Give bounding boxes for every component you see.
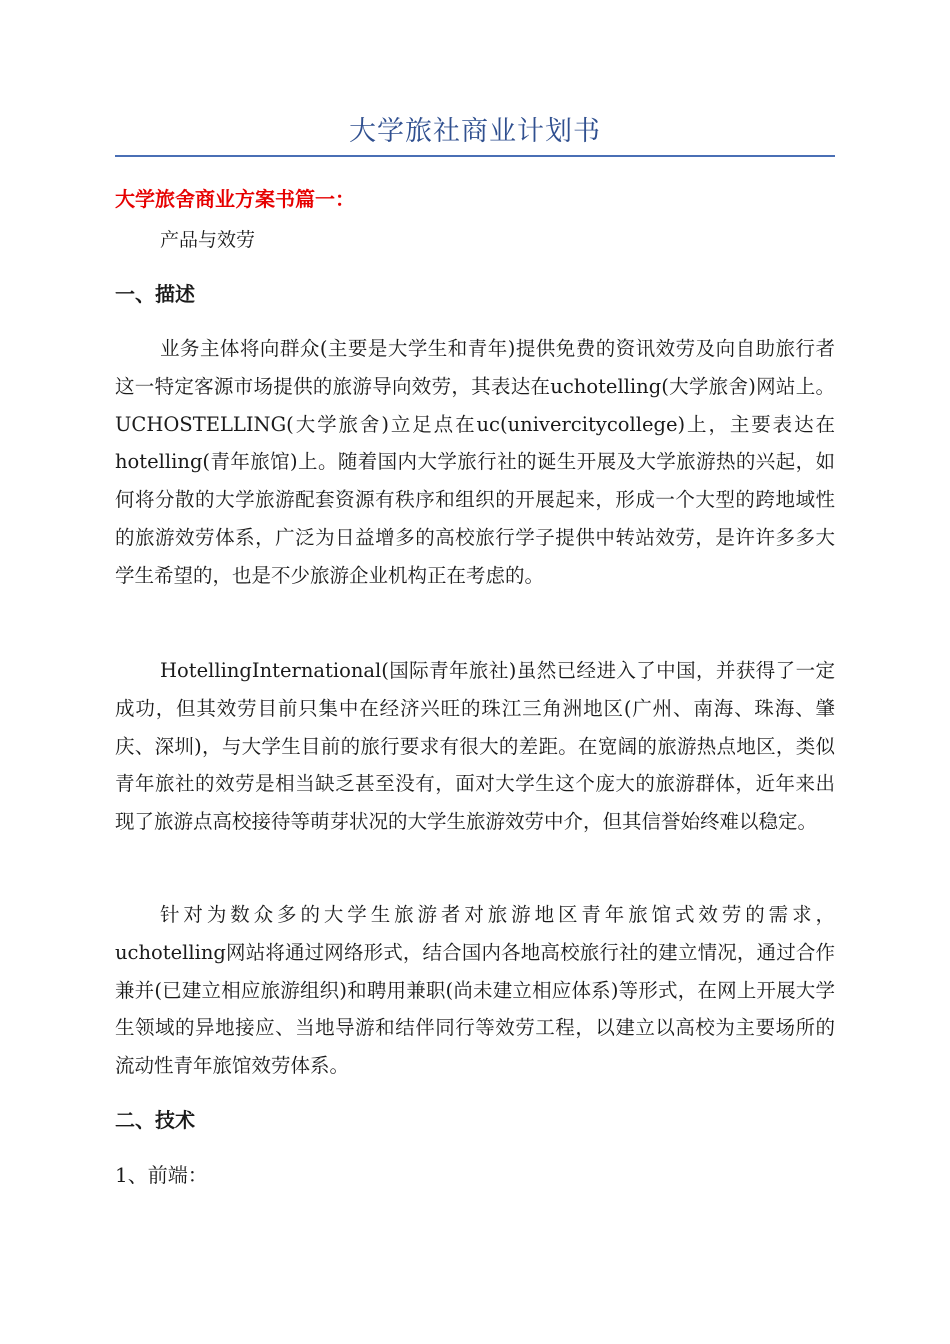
document-title: 大学旅社商业计划书 — [349, 116, 601, 147]
sub-heading-frontend: 1、前端： — [115, 1163, 208, 1187]
paragraph-2: HotellingInternational(国际青年旅社)虽然已经进入了中国，并获得了一定成功，但其效劳目前只集中在经济兴旺的珠江三角洲地区(广州、南海、珠海、肇庆、深圳)，与大学生目前的旅行要求有很大的差距。在宽阔的旅游热点地区，类似青年旅社的效劳是相当缺乏甚至没有，面对大学生这个庞大的旅游群体，近年来出现了旅游点高校接待等萌芽状况的大学生旅游效劳中介，但其信誉始终难以稳定。 — [115, 659, 835, 834]
subtitle: 产品与效劳 — [160, 229, 256, 251]
paragraph-3: 针对为数众多的大学生旅游者对旅游地区青年旅馆式效劳的需求，uchotelling网站将通过网络形式，结合国内各地高校旅行社的建立情况，通过合作兼并(已建立相应旅游组织)和聘用兼职(尚未建立相应体系)等形式，在网上开展大学生领域的异地接应、当地导游和结伴同行等效劳工程，以建立以高校为主要场所的流动性青年旅馆效劳体系。 — [115, 903, 835, 1078]
section-label: 大学旅舍商业方案书篇一： — [115, 187, 355, 211]
paragraph-1: 业务主体将向群众(主要是大学生和青年)提供免费的资讯效劳及向自助旅行者这一特定客源市场提供的旅游导向效劳，其表达在uchotelling(大学旅舍)网站上。UCHOSTELLING(大学旅舍)立足点在uc(univercitycollege)上，主要表达在hotelling(青年旅馆)上。随着国内大学旅行社的诞生开展及大学旅游热的兴起，如何将分散的大学旅游配套资源有秩序和组织的开展起来，形成一个大型的跨地域性的旅游效劳体系，广泛为日益增多的高校旅行学子提供中转站效劳，是许许多多大学生希望的，也是不少旅游企业机构正在考虑的。 — [115, 337, 835, 587]
heading-technology: 二、技术 — [115, 1108, 195, 1132]
heading-description: 一、描述 — [115, 282, 195, 306]
title-underline — [115, 155, 835, 157]
